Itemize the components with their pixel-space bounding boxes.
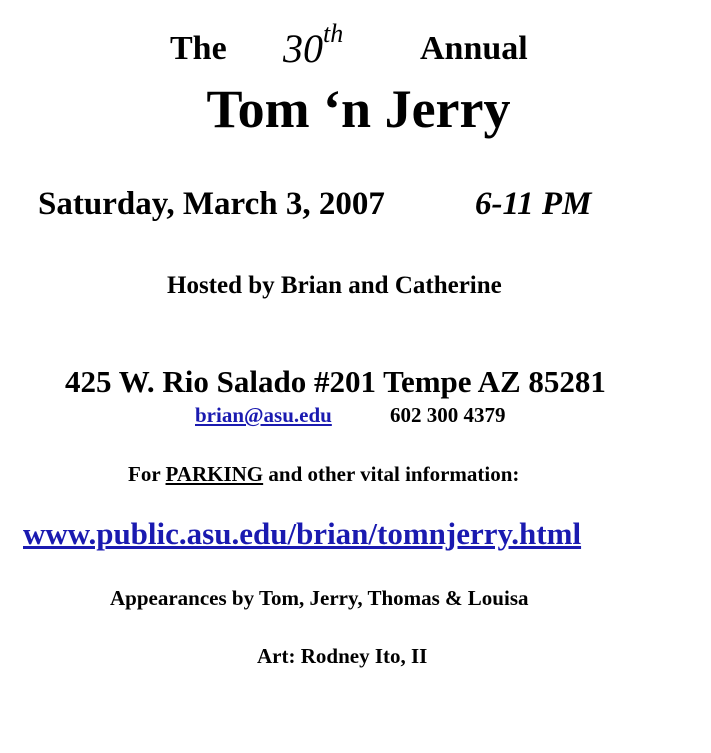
art-credit: Art: Rodney Ito, II — [257, 644, 428, 668]
event-address: 425 W. Rio Salado #201 Tempe AZ 85281 — [65, 364, 606, 399]
email-link[interactable]: brian@asu.edu — [195, 403, 332, 427]
hosts-line: Hosted by Brian and Catherine — [167, 272, 502, 299]
parking-suffix: and other vital information: — [263, 462, 520, 486]
appearances-line: Appearances by Tom, Jerry, Thomas & Louisa — [110, 586, 529, 610]
anniversary-number-value: 30 — [283, 26, 323, 71]
title-annual: Annual — [420, 30, 528, 67]
parking-keyword: PARKING — [165, 462, 264, 486]
event-date: Saturday, March 3, 2007 — [38, 186, 385, 222]
parking-info-line — [128, 462, 519, 487]
event-time: 6-11 PM — [475, 186, 592, 222]
title-the: The — [170, 30, 227, 67]
anniversary-number — [283, 19, 344, 72]
parking-prefix: For — [128, 462, 166, 486]
event-title: Tom ‘n Jerry — [206, 79, 511, 139]
ordinal-suffix: th — [323, 19, 344, 48]
phone-number: 602 300 4379 — [390, 403, 506, 427]
info-url-link[interactable]: www.public.asu.edu/brian/tomnjerry.html — [23, 516, 582, 551]
